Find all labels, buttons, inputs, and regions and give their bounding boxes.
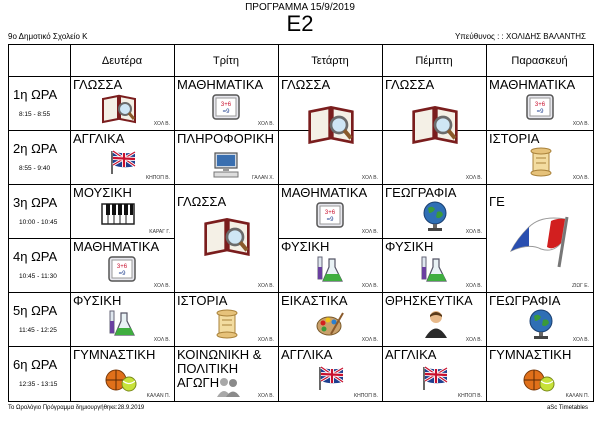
book-magnifier-icon	[101, 93, 137, 125]
lesson-thu-1-2[interactable]	[383, 77, 486, 184]
day-header-tuesday: Τρίτη	[213, 54, 239, 67]
lesson-subject: ΓΕΩΓΡΑΦΙΑ	[489, 293, 561, 308]
svg-text:=9: =9	[326, 217, 334, 223]
lesson-subject: ΓΕ	[489, 194, 505, 209]
period-5	[9, 292, 70, 346]
lesson-teacher: ΚΗΠΟΠ Β.	[457, 393, 482, 399]
lesson-thu-5[interactable]	[383, 293, 486, 346]
lesson-teacher: ΧΟΛ Β.	[465, 229, 482, 235]
lesson-teacher: ΧΟΛ Β.	[465, 175, 482, 181]
lesson-subject: ΜΑΘΗΜΑΤΙΚΑ	[73, 239, 160, 254]
lesson-teacher: ΧΟΛ Β.	[153, 337, 170, 343]
period-name: 5η ΩΡΑ	[13, 303, 58, 318]
lesson-fri-6[interactable]	[487, 347, 593, 402]
period-name: 3η ΩΡΑ	[13, 195, 58, 210]
lesson-thu-3[interactable]	[383, 185, 486, 238]
period-6	[9, 346, 70, 402]
lesson-fri-5[interactable]	[487, 293, 593, 346]
lesson-subject: ΦΥΣΙΚΗ	[385, 239, 434, 254]
lesson-fri-3-4[interactable]	[487, 185, 593, 292]
lesson-teacher: ΧΟΛ Β.	[361, 283, 378, 289]
class-name: Ε2	[286, 11, 314, 36]
lesson-wed-6[interactable]	[279, 347, 382, 402]
lesson-subject: ΓΛΩΣΣΑ	[385, 77, 435, 92]
lesson-subject: ΙΣΤΟΡΙΑ	[177, 293, 228, 308]
lesson-subject: ΕΙΚΑΣΤΙΚΑ	[281, 293, 348, 308]
piano-keys-icon	[101, 203, 135, 225]
computer-icon	[211, 151, 241, 179]
lesson-subject: ΜΑΘΗΜΑΤΙΚΑ	[177, 77, 264, 92]
lesson-teacher: ΧΟΛ Β.	[465, 337, 482, 343]
period-time: 11:45 - 12:25	[19, 327, 57, 334]
period-time: 8:55 - 9:40	[19, 165, 51, 172]
lesson-teacher: ΧΟΛ Β.	[257, 121, 274, 127]
software-credit: aSc Timetables	[546, 405, 588, 411]
lesson-subject: ΘΡΗΣΚΕΥΤΙΚΑ	[385, 294, 473, 308]
lesson-teacher: ΖΙΩΓ Ε.	[571, 283, 589, 289]
lesson-teacher: ΧΟΛ Β.	[257, 283, 274, 289]
lesson-teacher: ΚΗΠΟΠ Β.	[353, 393, 378, 399]
lesson-subject: ΦΥΣΙΚΗ	[281, 239, 330, 254]
french-flag-icon	[507, 213, 571, 269]
lesson-subject: ΜΑΘΗΜΑΤΙΚΑ	[281, 185, 368, 200]
lesson-tue-2[interactable]	[175, 131, 278, 184]
timetable-grid	[8, 44, 594, 402]
lesson-mon-6[interactable]	[71, 347, 174, 402]
school-name: 9ο Δημοτικό Σχολείο Κ	[8, 32, 88, 41]
sports-balls-icon	[105, 363, 137, 393]
lesson-subject: ΓΛΩΣΣΑ	[281, 77, 331, 92]
sports-balls-icon	[523, 363, 555, 393]
period-name: 6η ΩΡΑ	[13, 357, 58, 372]
lesson-teacher: ΧΟΛ Β.	[465, 283, 482, 289]
lab-flask-icon	[419, 255, 449, 285]
uk-flag-icon	[107, 147, 137, 175]
lesson-fri-1[interactable]	[487, 77, 593, 130]
svg-text:=9: =9	[536, 109, 544, 115]
lesson-subject: ΦΥΣΙΚΗ	[73, 293, 122, 308]
lesson-mon-4[interactable]	[71, 239, 174, 292]
lesson-wed-4[interactable]	[279, 239, 382, 292]
lesson-fri-2[interactable]	[487, 131, 593, 184]
lesson-thu-6[interactable]	[383, 347, 486, 402]
scroll-icon	[213, 309, 241, 339]
lesson-teacher: ΧΟΛ Β.	[572, 337, 589, 343]
lesson-subject: ΚΟΙΝΩΝΙΚΗ & ΠΟΛΙΤΙΚΗ ΑΓΩΓΗ	[177, 347, 262, 390]
period-time: 12:35 - 13:15	[19, 381, 58, 388]
globe-icon	[421, 200, 449, 232]
book-magnifier-icon	[411, 103, 459, 147]
lesson-teacher: ΚΑΛΑΝ Π.	[565, 393, 589, 399]
lesson-teacher: ΚΑΛΑΝ Π.	[146, 393, 170, 399]
svg-text:3+6: 3+6	[534, 102, 546, 108]
lesson-teacher: ΧΟΛ Β.	[153, 283, 170, 289]
day-header-friday: Παρασκευή	[511, 54, 568, 67]
period-3	[9, 184, 70, 238]
period-name: 2η ΩΡΑ	[13, 141, 58, 156]
lesson-wed-3[interactable]	[279, 185, 382, 238]
lesson-tue-6[interactable]	[175, 347, 278, 402]
lesson-subject: ΑΓΓΛΙΚΑ	[73, 131, 125, 146]
lab-flask-icon	[107, 309, 137, 339]
period-time: 10:00 - 10:45	[19, 219, 58, 226]
paint-palette-icon	[315, 309, 345, 339]
period-time: 8:15 - 8:55	[19, 111, 51, 118]
lesson-subject: ΓΥΜΝΑΣΤΙΚΗ	[489, 347, 572, 362]
lesson-teacher: ΧΟΛ Β.	[257, 337, 274, 343]
svg-text:3+6: 3+6	[324, 210, 336, 216]
lesson-mon-5[interactable]	[71, 293, 174, 346]
lesson-subject: ΙΣΤΟΡΙΑ	[489, 131, 540, 146]
lesson-teacher: ΧΟΛ Β.	[257, 393, 274, 399]
lesson-subject: ΜΑΘΗΜΑΤΙΚΑ	[489, 77, 576, 92]
math-calc-icon	[107, 254, 137, 284]
lesson-teacher: ΧΟΛ Β.	[361, 229, 378, 235]
period-name: 4η ΩΡΑ	[13, 249, 58, 264]
lesson-teacher: ΧΟΛ Β.	[572, 121, 589, 127]
lesson-tue-3-4[interactable]	[175, 185, 278, 292]
lesson-teacher: ΓΑΛΑΝ Χ.	[251, 175, 274, 181]
responsible-teacher: Υπεύθυνος : : ΧΟΛΙΔΗΣ ΒΑΛΑΝΤΗΣ	[454, 32, 586, 41]
period-4	[9, 238, 70, 292]
lesson-subject: ΠΛΗΡΟΦΟΡΙΚΗ	[177, 131, 275, 146]
uk-flag-icon	[315, 363, 345, 391]
lesson-subject: ΓΥΜΝΑΣΤΙΚΗ	[73, 347, 156, 362]
math-calc-icon	[315, 200, 345, 230]
lesson-subject: ΜΟΥΣΙΚΗ	[73, 185, 132, 200]
period-1	[9, 76, 70, 130]
lesson-subject: ΓΕΩΓΡΑΦΙΑ	[385, 185, 457, 200]
period-name: 1η ΩΡΑ	[13, 87, 58, 102]
lab-flask-icon	[315, 255, 345, 285]
lesson-subject: ΑΓΓΛΙΚΑ	[281, 347, 333, 362]
svg-text:=9: =9	[222, 109, 230, 115]
lesson-teacher: ΧΟΛ Β.	[572, 175, 589, 181]
person-icon	[423, 309, 449, 339]
lesson-subject: ΑΓΓΛΙΚΑ	[385, 347, 437, 362]
lesson-mon-2[interactable]	[71, 131, 174, 184]
people-icon	[215, 375, 241, 399]
lesson-teacher: ΧΟΛ Β.	[153, 121, 170, 127]
program-title: ΠΡΟΓΡΑΜΜΑ 15/9/2019	[245, 2, 355, 13]
day-header-monday: Δευτέρα	[101, 54, 143, 67]
generated-date: Το Ωρολόγιο Πρόγραμμα δημιουργήθηκε:28.9.2019	[8, 405, 145, 411]
svg-text:3+6: 3+6	[116, 264, 128, 270]
lesson-tue-1[interactable]	[175, 77, 278, 130]
uk-flag-icon	[419, 363, 449, 391]
lesson-subject: ΓΛΩΣΣΑ	[177, 194, 227, 209]
scroll-icon	[527, 147, 555, 177]
period-2	[9, 130, 70, 184]
day-header-thursday: Πέμπτη	[415, 54, 453, 67]
period-time: 10:45 - 11:30	[19, 273, 57, 280]
lesson-wed-5[interactable]	[279, 293, 382, 346]
lesson-thu-4[interactable]	[383, 239, 486, 292]
lesson-mon-1[interactable]	[71, 77, 174, 130]
math-calc-icon	[211, 92, 241, 122]
lesson-wed-1-2[interactable]	[279, 77, 382, 184]
book-magnifier-icon	[203, 215, 251, 259]
math-calc-icon	[525, 92, 555, 122]
svg-text:=9: =9	[118, 271, 126, 277]
lesson-teacher: ΧΟΛ Β.	[361, 337, 378, 343]
lesson-tue-5[interactable]	[175, 293, 278, 346]
globe-icon	[527, 308, 555, 340]
day-header-wednesday: Τετάρτη	[311, 54, 349, 67]
lesson-subject: ΓΛΩΣΣΑ	[73, 77, 123, 92]
lesson-mon-3[interactable]	[71, 185, 174, 238]
book-magnifier-icon	[307, 103, 355, 147]
lesson-teacher: ΚΗΠΟΠ Β.	[145, 175, 170, 181]
lesson-teacher: ΚΑΡΑΓ Γ.	[149, 229, 170, 235]
svg-text:3+6: 3+6	[220, 102, 232, 108]
lesson-teacher: ΧΟΛ Β.	[361, 175, 378, 181]
